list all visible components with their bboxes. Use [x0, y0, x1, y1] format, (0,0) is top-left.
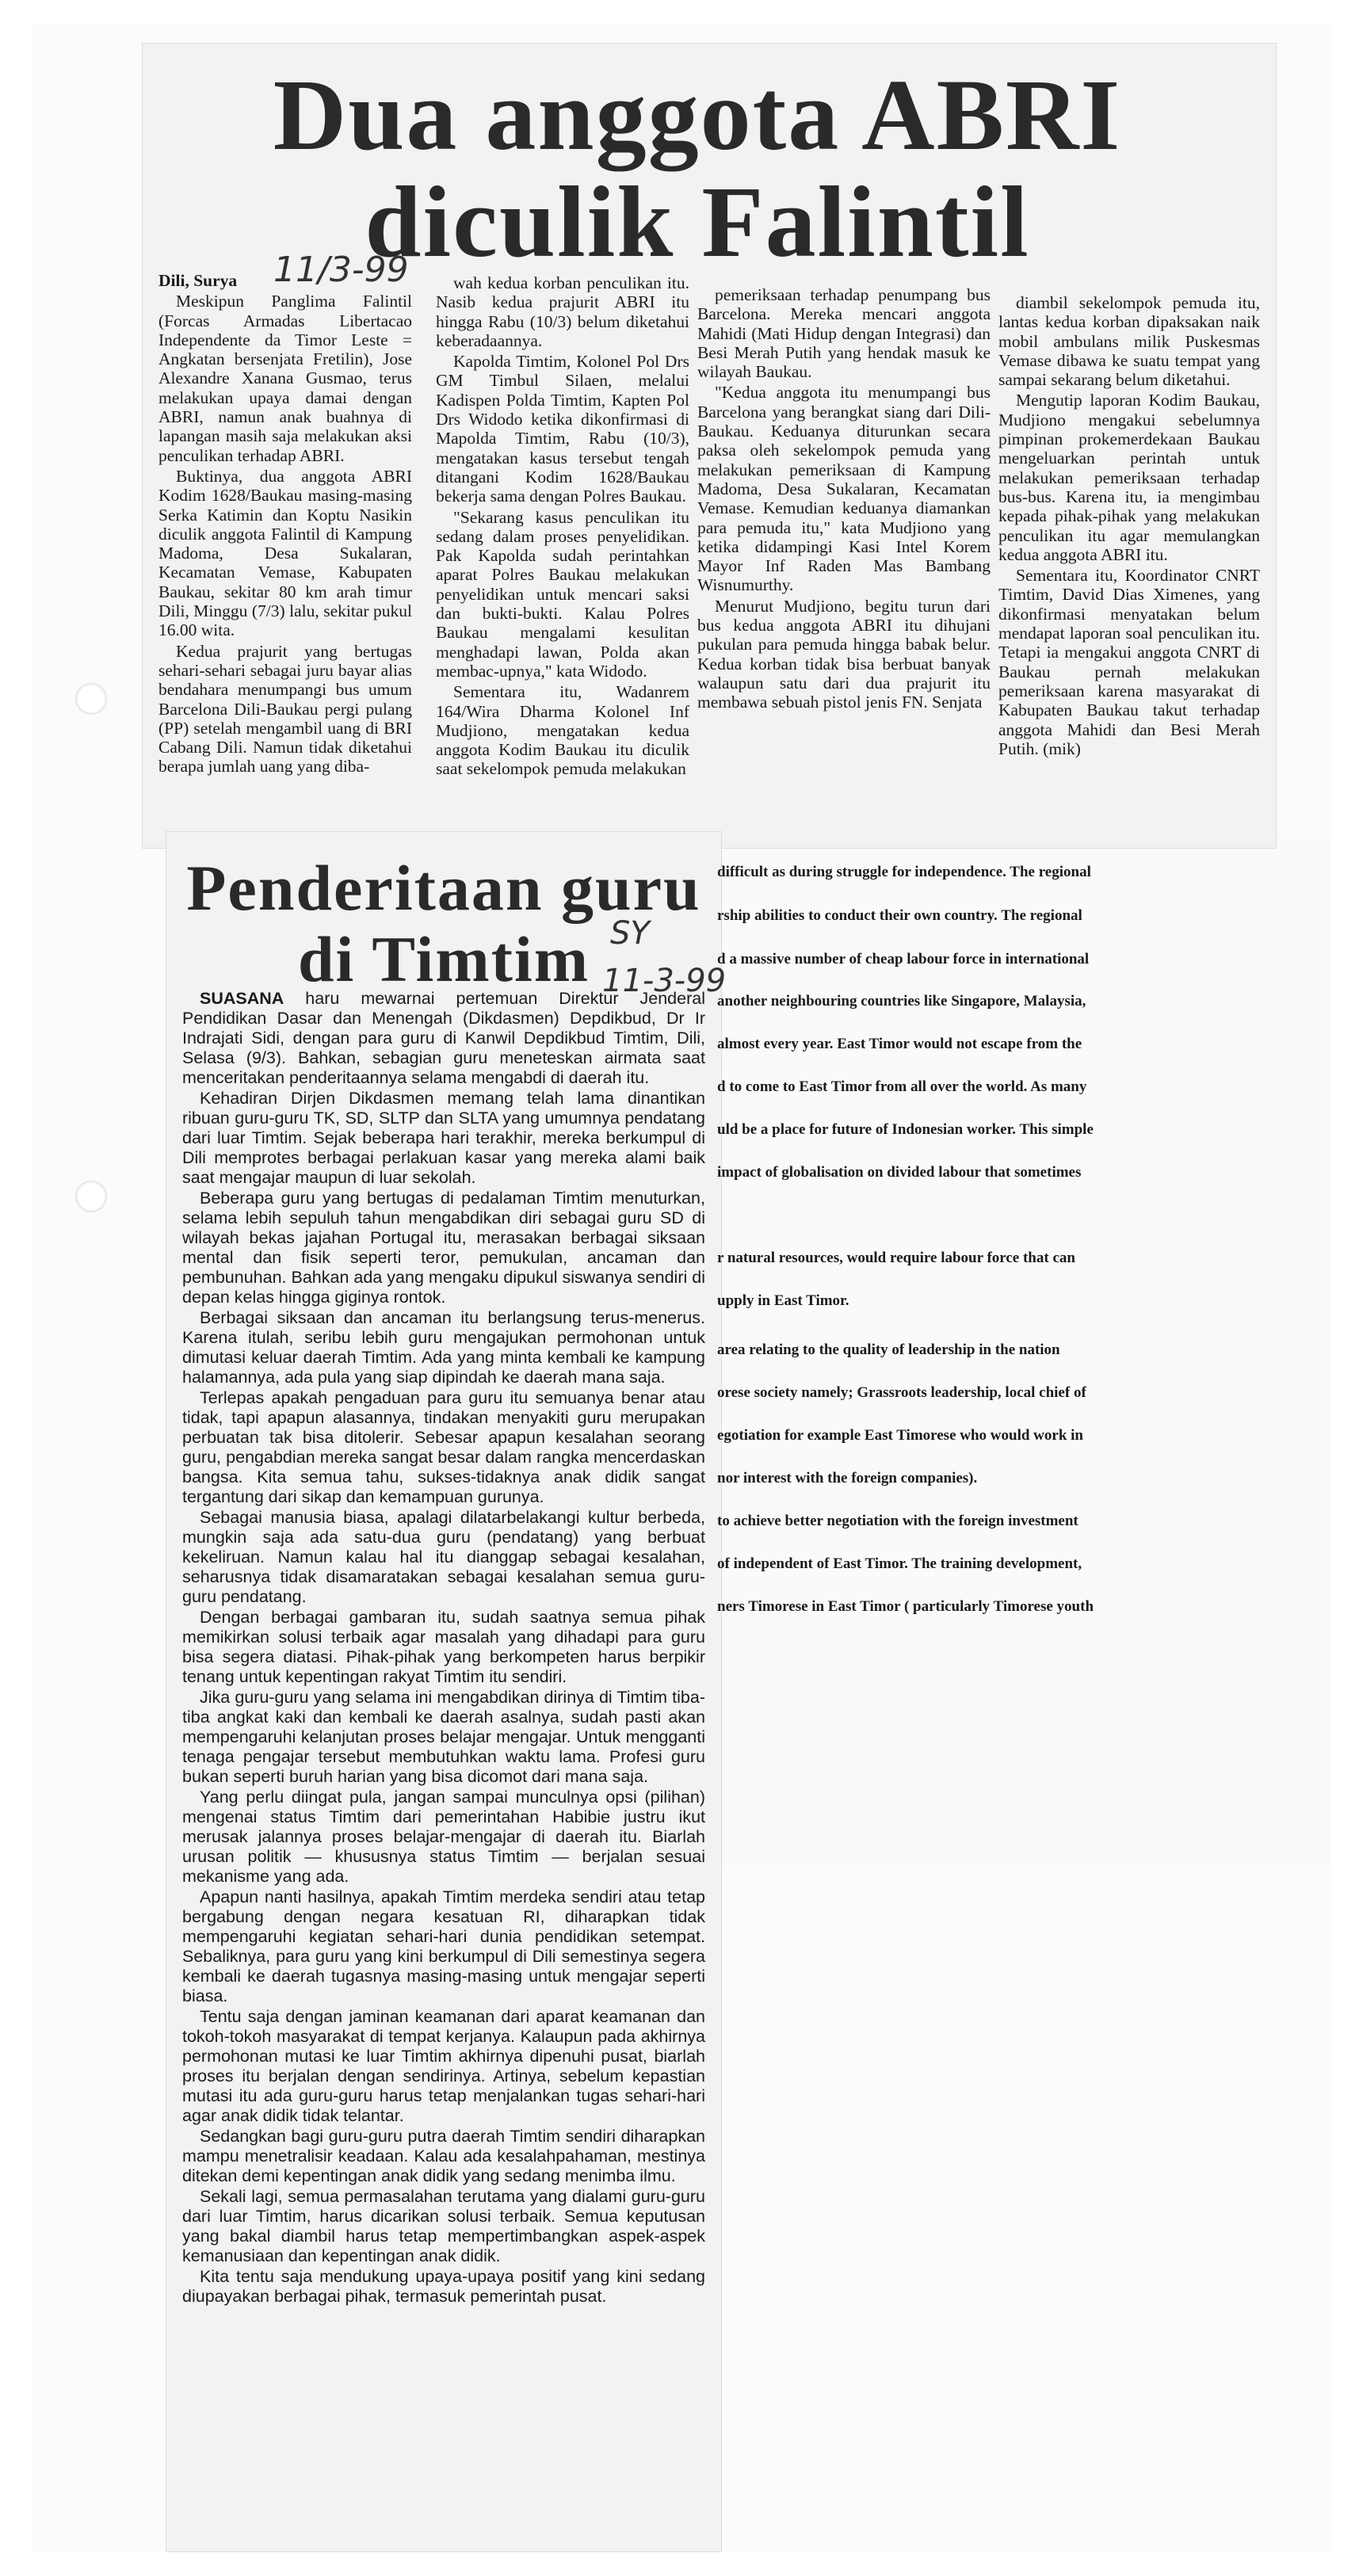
- paragraph: Terlepas apakah pengaduan para guru itu semuanya benar atau tidak, tapi apapun alasannya, tindakan menyakiti guru merupakan perbuatan tak bisa ditolerir. Sebesar apapun kesalahan seorang guru, pengabdian mereka sangat besar dalam rangka mencerdaskan bangsa. Kita semua tahu, sukses-tidaknya anak didik sangat tergantung dari sikap dan kemampuan gurunya.: [182, 1388, 705, 1506]
- handwritten-date: 11-3-99: [602, 963, 727, 999]
- handwritten-date: 11/3-99: [273, 250, 409, 290]
- paragraph: "Sekarang kasus penculikan itu sedang dalam proses penyelidikan. Pak Kapolda sudah perintahkan aparat Polres Baukau melakukan penyelidikan untuk mencari saksi dan bukti-bukti. Kalau Polres Baukau mengalami kesulitan menghadapi lawan, Polda akan membac-upnya," kata Widodo.: [436, 507, 689, 681]
- lead-text: haru mewarnai pertemuan Direktur Jenderal Pendidikan Dasar dan Menengah (Dikdasmen) Depdikbud, Dr Ir Indrajati Sidi, dengan para guru di Kanwil Depdikbud Timtim, Dili, Selasa (9/3). Bahkan, sebagian guru meneteskan airmata saat menceritakan penderitaannya selama mengabdi di daerah itu.: [182, 989, 705, 1087]
- text-line: nor interest with the foreign companies).: [717, 1470, 978, 1486]
- paragraph: Kedua prajurit yang bertugas sehari-sehari sebagai juru bayar alias bendahara menumpangi bus umum Barcelona Dili-Baukau pergi pulang (PP) setelah mengambil uang di BRI Cabang Dili. Namun tidak diketahui berapa jumlah uang yang diba-: [158, 641, 412, 777]
- article-2-body: [182, 989, 705, 2307]
- article-1-column-2: [436, 273, 689, 780]
- text-line: egotiation for example East Timorese who would work in: [717, 1427, 1083, 1444]
- paragraph: Beberapa guru yang bertugas di pedalaman Timtim menuturkan, selama lebih sepuluh tahun mengabdikan diri sebagai guru SD di wilayah bekas jajahan Portugal itu, merasakan berbagai siksaan mental dan fisik seperti teror, pemukulan, ancaman dan pembunuhan. Bahkan ada yang mengaku dipukul siswanya sendiri di depan kelas hingga giginya rontok.: [182, 1189, 705, 1307]
- text-line: another neighbouring countries like Singapore, Malaysia,: [717, 993, 1086, 1009]
- text-line: of independent of East Timor. The training development,: [717, 1555, 1082, 1572]
- paragraph: Kita tentu saja mendukung upaya-upaya positif yang kini sedang diupayakan berbagai pihak, termasuk pemerintah pusat.: [182, 2267, 705, 2306]
- headline-1-line-1: Dua anggota ABRI: [273, 59, 1122, 171]
- paragraph: Mengutip laporan Kodim Baukau, Mudjiono mengakui sebelumnya pimpinan prokemerdekaan Baukau mengeluarkan perintah untuk melakukan pemeriksaan terhadap bus-bus. Karena itu, ia mengimbau kepada pihak-pihak yang melakukan penculikan itu agar memulangkan kedua anggota ABRI itu.: [998, 391, 1260, 564]
- text-line: upply in East Timor.: [717, 1292, 849, 1309]
- paragraph: Sedangkan bagi guru-guru putra daerah Timtim sendiri diharapkan mampu menetralisir keadaan. Kalau ada kesalahpahaman, mestinya ditekan demi kepentingan anak didik yang sedang menimba ilmu.: [182, 2127, 705, 2185]
- paragraph: pemeriksaan terhadap penumpang bus Barcelona. Mereka mencari anggota Mahidi (Mati Hidup dengan Integrasi) dan Besi Merah Putih yang hendak masuk ke wilayah Baukau.: [697, 285, 991, 382]
- article-1-column-1: [158, 271, 412, 778]
- article-1-column-3: [697, 285, 991, 714]
- paragraph: wah kedua korban penculikan itu. Nasib kedua prajurit ABRI itu hingga Rabu (10/3) belum diketahui keberadaannya.: [436, 273, 689, 350]
- text-line: difficult as during struggle for independence. The regional: [717, 864, 1091, 880]
- text-line: area relating to the quality of leadership in the nation: [717, 1341, 1060, 1358]
- text-line: rship abilities to conduct their own country. The regional: [717, 907, 1082, 924]
- headline-1-line-2: diculik Falintil: [365, 166, 1030, 278]
- text-line: d a massive number of cheap labour force in international: [717, 951, 1090, 967]
- paragraph: Buktinya, dua anggota ABRI Kodim 1628/Baukau masing-masing Serka Katimin dan Koptu Nasikin diculik anggota Falintil di Kampung Madoma, Desa Sukalaran, Kecamatan Vemase, Kabupaten Baukau, sekitar 80 km arah timur Dili, Minggu (7/3) lalu, sekitar pukul 16.00 wita.: [158, 466, 412, 640]
- paragraph: Kehadiran Dirjen Dikdasmen memang telah lama dinantikan ribuan guru-guru TK, SD, SLTP dan SLTA yang umumnya pendatang dari luar Timtim. Sejak beberapa hari terakhir, mereka berkumpul di Dili memprotes berbagai perlakuan kasar yang mereka alami baik saat mengajar maupun di luar sekolah.: [182, 1089, 705, 1187]
- paragraph: Sebagai manusia biasa, apalagi dilatarbelakangi kultur berbeda, mungkin saja ada satu-dua guru (pendatang) yang berbuat kekeliruan. Namun kalau hal itu dianggap sebagai kesalahan, seharusnya tidak disamaratakan sebagai kesalahan semua guru-guru pendatang.: [182, 1508, 705, 1606]
- paragraph: Meskipun Panglima Falintil (Forcas Armadas Libertacao Independente da Timor Leste = Angkatan bersenjata Fretilin), Jose Alexandre Xanana Gusmao, terus melakukan upaya damai dengan ABRI, namun anak buahnya di lapangan masih saja melakukan aksi penculikan terhadap ABRI.: [158, 292, 412, 465]
- lead-paragraph: [182, 989, 705, 1088]
- punch-hole: [75, 683, 107, 715]
- paragraph: Jika guru-guru yang selama ini mengabdikan dirinya di Timtim tiba-tiba angkat kaki dan kembali ke daerah asalnya, sudah pasti akan mempengaruhi kelanjutan proses belajar mengajar. Untuk mengganti tenaga pengajar tersebut membutuhkan waktu lama. Profesi guru bukan seperti buruh harian yang bisa dicomot dari mana saja.: [182, 1688, 705, 1786]
- paragraph: diambil sekelompok pemuda itu, lantas kedua korban dipaksakan naik mobil ambulans milik Puskesmas Vemase dibawa ke suatu tempat yang sampai sekarang belum diketahui.: [998, 293, 1260, 390]
- punch-hole: [75, 1181, 107, 1212]
- text-line: uld be a place for future of Indonesian worker. This simple: [717, 1121, 1094, 1138]
- paragraph: Yang perlu diingat pula, jangan sampai munculnya opsi (pilihan) mengenai status Timtim dari pemerintahan Habibie justru ikut merusak jalannya proses belajar-mengajar di daerah itu. Biarlah urusan politik — khususnya status Timtim — berjalan sesuai mekanisme yang ada.: [182, 1788, 705, 1886]
- handwritten-mark: SY: [610, 915, 650, 952]
- paragraph: Dengan berbagai gambaran itu, sudah saatnya semua pihak memikirkan solusi terbaik agar masalah yang dihadapi para guru bisa segera diatasi. Pihak-pihak yang berkompeten harus berpikir tenang untuk kepentingan rakyat Timtim itu sendiri.: [182, 1608, 705, 1686]
- text-line: d to come to East Timor from all over the world. As many: [717, 1078, 1087, 1095]
- paragraph: Kapolda Timtim, Kolonel Pol Drs GM Timbul Silaen, melalui Kadispen Polda Timtim, Kapten Pol Drs Widodo ketika dikonfirmasi di Mapolda Timtim, Rabu (10/3), mengatakan kasus tersebut tengah ditangani Kodim 1628/Baukau bekerja sama dengan Polres Baukau.: [436, 352, 689, 506]
- text-line: orese society namely; Grassroots leadership, local chief of: [717, 1384, 1086, 1401]
- paragraph: Sementara itu, Koordinator CNRT Timtim, David Dias Ximenes, yang dikonfirmasi menyatakan belum mendapat laporan soal penculikan itu. Tetapi ia mengakui anggota CNRT di Baukau pernah melakukan pemeriksaan karena masyarakat di Kabupaten Baukau takut terhadap anggota Mahidi dan Besi Merah Putih. (mik): [998, 566, 1260, 758]
- paragraph: Sementara itu, Wadanrem 164/Wira Dharma Kolonel Inf Mudjiono, mengatakan kedua anggota Kodim Baukau itu diculik saat sekelompok pemuda melakukan: [436, 682, 689, 779]
- lead-word: SUASANA: [200, 989, 284, 1008]
- text-line: to achieve better negotiation with the foreign investment: [717, 1513, 1078, 1529]
- article-1-column-4: [998, 293, 1260, 760]
- paragraph: Menurut Mudjiono, begitu turun dari bus kedua anggota ABRI itu dihujani pukulan para pemuda hingga babak belur. Kedua korban tidak bisa berbuat banyak walaupun satu dari dua prajurit itu membawa sebuah pistol jenis FN. Senjata: [697, 596, 991, 712]
- text-line: impact of globalisation on divided labour that sometimes: [717, 1164, 1082, 1181]
- paragraph: Sekali lagi, semua permasalahan terutama yang dialami guru-guru dari luar Timtim, harus dicarikan solusi terbaik. Semua keputusan yang bakal diambil harus tetap mempertimbangkan aspek-aspek kemanusiaan dan kepentingan anak didik.: [182, 2187, 705, 2265]
- paragraph: "Kedua anggota itu menumpangi bus Barcelona yang berangkat siang dari Dili-Baukau. Keduanya diturunkan secara paksa oleh sekelompok pemuda yang melakukan pemeriksaan di Kampung Madoma, Desa Sukalaran, Kecamatan Vemase. Kemudian keduanya diamankan para pemuda itu," kata Mudjiono yang ketika didampingi Kasi Intel Korem Mayor Inf Raden Mas Bambang Wisnumurthy.: [697, 383, 991, 595]
- paragraph: Tentu saja dengan jaminan keamanan dari aparat keamanan dan tokoh-tokoh masyarakat di tempat kerjanya. Kalaupun pada akhirnya permohonan mutasi ke luar Timtim akhirnya dipenuhi pusat, biarlah proses itu berjalan dengan sendirinya. Artinya, sebelum kepastian mutasi itu ada guru-guru harus tetap menjalankan tugas sehari-hari agar anak didik tidak telantar.: [182, 2007, 705, 2125]
- paragraph: Apapun nanti hasilnya, apakah Timtim merdeka sendiri atau tetap bergabung dengan negara kesatuan RI, diharapkan tidak mempengaruhi kegiatan sehari-hari dunia pendidikan setempat. Sebaliknya, para guru yang kini berkumpul di Dili semestinya segera kembali ke daerah tugasnya masing-masing untuk mengajar seperti biasa.: [182, 1887, 705, 2005]
- text-line: ners Timorese in East Timor ( particularly Timorese youth: [717, 1598, 1094, 1615]
- headline-2-line-2: di Timtim: [297, 923, 590, 995]
- headline-2-line-1: Penderitaan guru: [186, 852, 701, 924]
- text-line: r natural resources, would require labour force that can: [717, 1250, 1075, 1266]
- dateline: Dili, Surya: [158, 271, 238, 290]
- paragraph: Berbagai siksaan dan ancaman itu berlangsung terus-menerus. Karena itulah, seribu lebih guru mengajukan permohonan untuk dimutasi keluar daerah Timtim. Ada yang minta kembali ke kampung halamannya, ada pula yang siap dipindah ke daerah mana saja.: [182, 1308, 705, 1387]
- text-line: almost every year. East Timor would not escape from the: [717, 1036, 1082, 1052]
